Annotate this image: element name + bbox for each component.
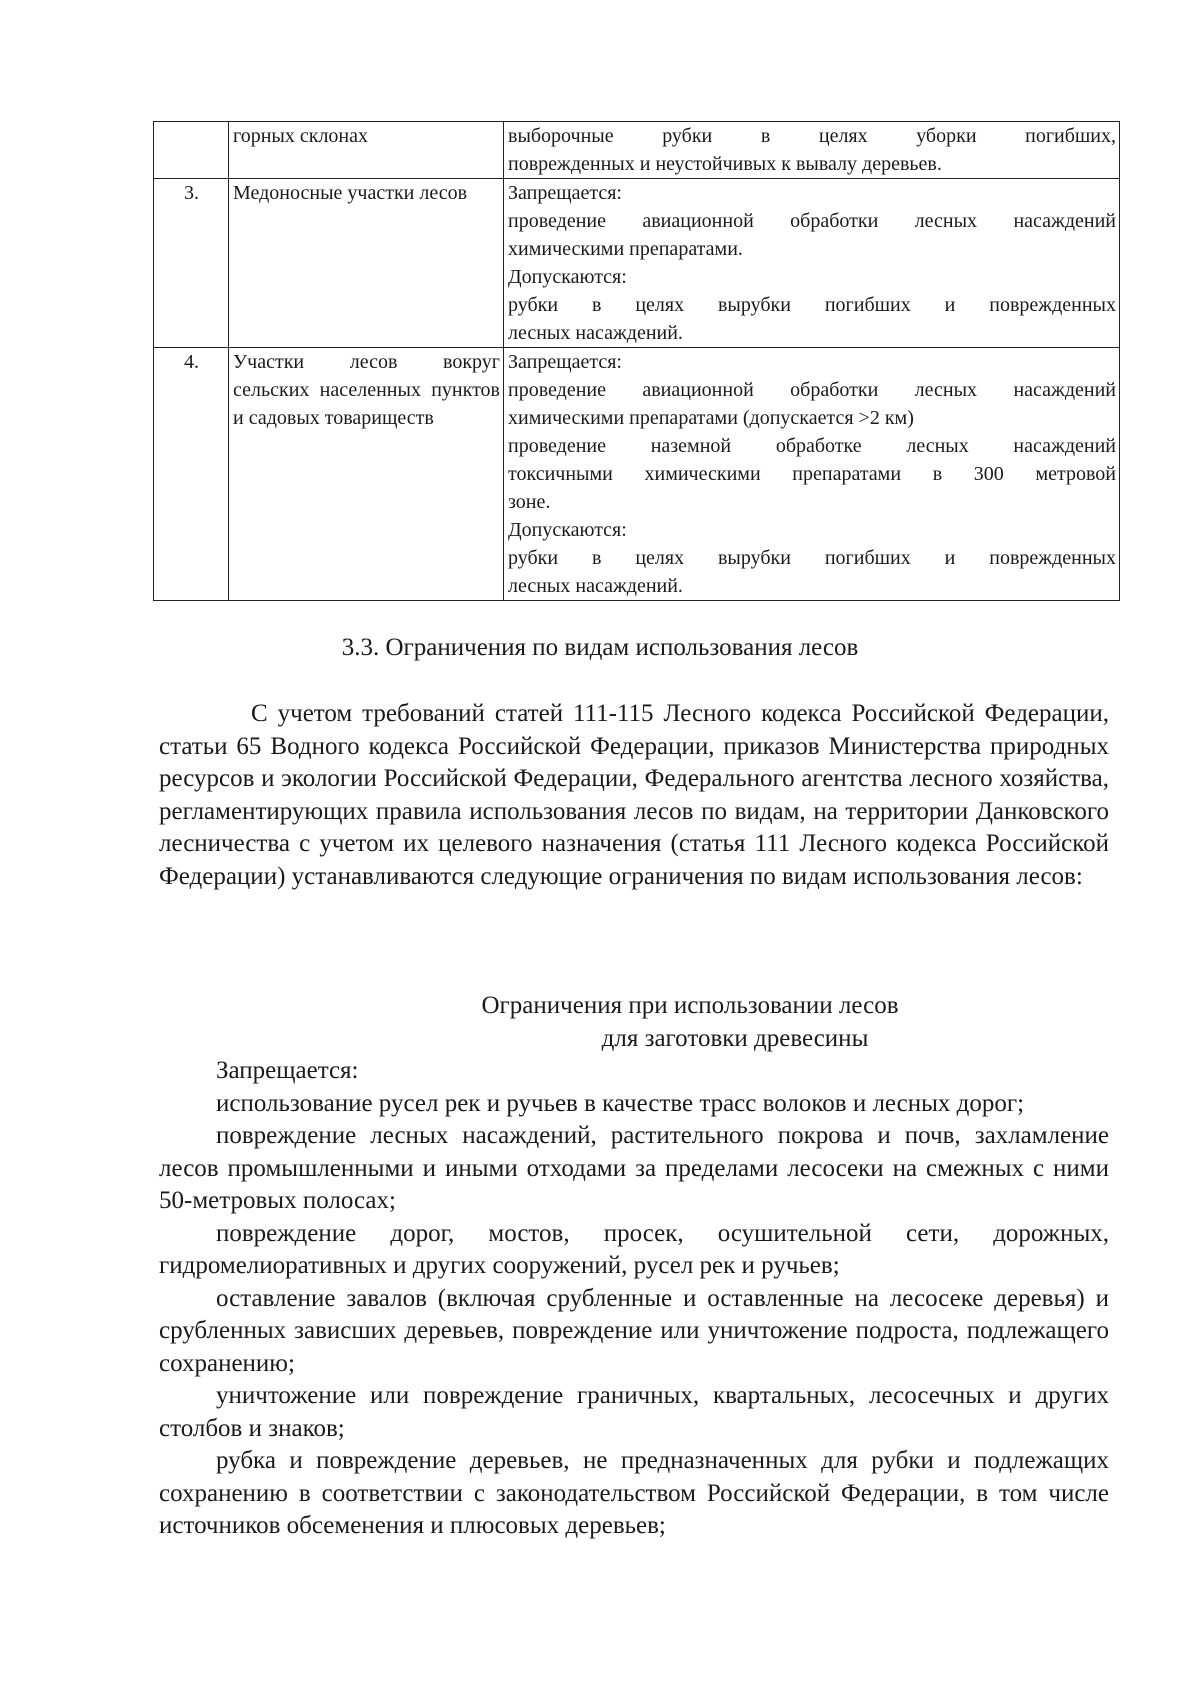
forest-area-name: Медоносные участки лесов (229, 179, 504, 348)
list-item: повреждение лесных насаждений, растительного покрова и почв, захламление лесов промышленными и иными отходами за пределами лесосеки на смежных с ними 50-метровых полосах; (159, 1122, 1109, 1214)
restriction-cell (504, 122, 1120, 179)
restriction-cell (504, 179, 1120, 348)
sub-heading (0, 990, 1200, 1055)
cell-line: химическими препаратами (допускается >2 км) (508, 407, 914, 429)
list-item: рубка и повреждение деревьев, не предназначенных для рубки и подлежащих сохранению в соответствии с законодательством Российской Федерации, в том числе источников обсеменения и плюсовых деревьев; (159, 1447, 1109, 1539)
cell-line: Допускаются: (508, 266, 627, 288)
row-number: 4. (154, 348, 229, 601)
cell-line: Допускаются: (508, 519, 627, 541)
list-item: оставление завалов (включая срубленные и оставленные на лесосеке деревья) и срубленных зависших деревьев, повреждение или уничтожение подроста, подлежащего сохранению; (159, 1284, 1109, 1377)
restrictions-table (153, 121, 1120, 601)
list-item: уничтожение или повреждение граничных, квартальных, лесосечных и других столбов и знаков; (159, 1382, 1109, 1442)
table-row (154, 179, 1120, 348)
cell-line: рубки в целях вырубки погибших и поврежденных (508, 547, 1116, 569)
sub-heading-line: для заготовки древесины (601, 1024, 869, 1052)
cell-line: проведение наземной обработке лесных насаждений (508, 435, 1116, 457)
cell-line: Запрещается: (508, 351, 622, 373)
cell-line: химическими препаратами. (508, 238, 743, 260)
cell-line: лесных насаждений. (508, 322, 683, 344)
forest-area-name: горных склонах (229, 122, 504, 179)
section-heading: 3.3. Ограничения по видам использования лесов (341, 634, 859, 661)
sub-heading-line: Ограничения при использовании лесов (481, 992, 899, 1019)
row-number: 3. (154, 179, 229, 348)
cell-line: проведение авиационной обработки лесных насаждений (508, 379, 1116, 401)
cell-line: выборочные рубки в целях уборки погибших, (508, 125, 1116, 147)
cell-line: лесных насаждений. (508, 575, 683, 597)
table-row (154, 348, 1120, 601)
cell-line: проведение авиационной обработки лесных насаждений (508, 210, 1116, 232)
list-item: использование русел рек и ручьев в качестве трасс волоков и лесных дорог; (216, 1089, 1025, 1117)
list-label: Запрещается: (216, 1057, 359, 1084)
forest-area-name: Участки лесов вокруг сельских населенных пунктов и садовых товариществ (229, 348, 504, 601)
intro-paragraph: С учетом требований статей 111-115 Лесного кодекса Российской Федерации, статьи 65 Водного кодекса Российской Федерации, приказов Министерства природных ресурсов и экологии Российской Федерации, Федерального агентства лесного хозяйства, регламентирующих правила использования лесов по видам, на территории Данковского лесничества с учетом их целевого назначения (статья 111 Лесного кодекса Российской Федерации) устанавливаются следующие ограничения по видам использования лесов: (159, 700, 1109, 890)
cell-line: рубки в целях вырубки погибших и поврежденных (508, 294, 1116, 316)
row-number (154, 122, 229, 179)
cell-line: зоне. (508, 491, 551, 513)
prohibitions-list (159, 1055, 1109, 1543)
cell-line: токсичными химическими препаратами в 300 метровой (508, 463, 1116, 485)
cell-line: Запрещается: (508, 182, 622, 204)
cell-line: поврежденных и неустойчивых к вывалу деревьев. (508, 153, 942, 175)
table-row (154, 122, 1120, 179)
restriction-cell (504, 348, 1120, 601)
list-item: повреждение дорог, мостов, просек, осушительной сети, дорожных, гидромелиоративных и других сооружений, русел рек и ручьев; (159, 1219, 1109, 1279)
